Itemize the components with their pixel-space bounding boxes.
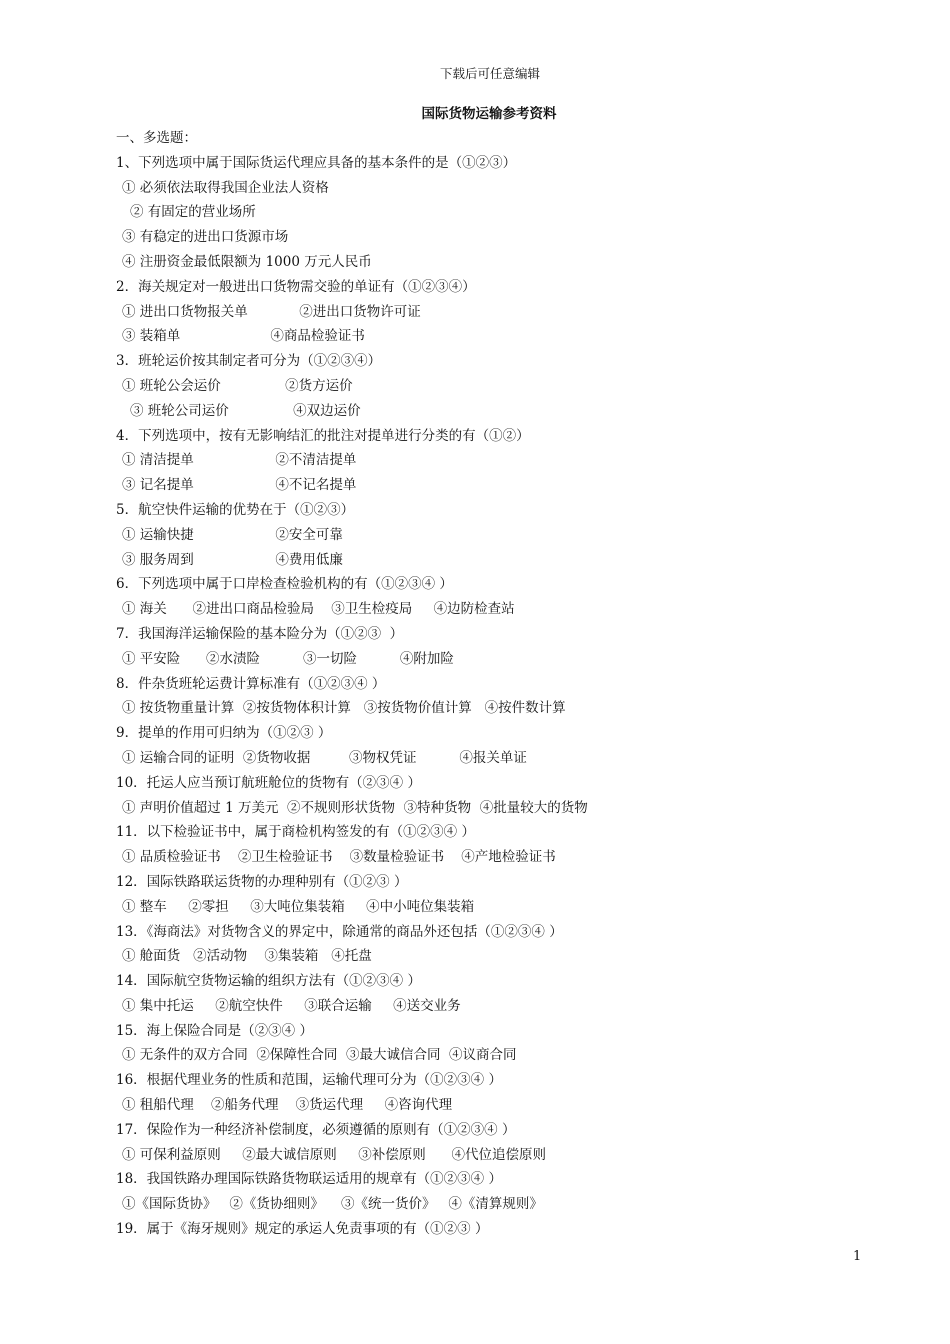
option-line: ① 整车 ②零担 ③大吨位集装箱 ④中小吨位集装箱 [122,898,475,915]
option-line: ① 按货物重量计算 ②按货物体积计算 ③按货物价值计算 ④按件数计算 [122,700,566,717]
question-line: 10．托运人应当预订航班舱位的货物有（②③④ ） [116,774,421,791]
option-line: ① 可保利益原则 ②最大诚信原则 ③补偿原则 ④代位追偿原则 [122,1146,546,1163]
option-line: ① 舱面货 ②活动物 ③集装箱 ④托盘 [122,948,372,965]
option-line: ① 声明价值超过 1 万美元 ②不规则形状货物 ③特种货物 ④批量较大的货物 [122,799,588,816]
question-list [116,151,876,1242]
question-line: 1、下列选项中属于国际货运代理应具备的基本条件的是（①②③） [116,154,517,171]
option-line: ① 必须依法取得我国企业法人资格 [122,179,329,196]
question-line: 3．班轮运价按其制定者可分为（①②③④） [116,353,382,370]
question-line: 2．海关规定对一般进出口货物需交验的单证有（①②③④） [116,278,476,295]
question-line: 7．我国海洋运输保险的基本险分为（①②③ ） [116,625,404,642]
option-line: ① 进出口货物报关单 ②进出口货物许可证 [122,303,421,320]
option-line: ③ 记名提单 ④不记名提单 [122,477,357,494]
question-line: 6．下列选项中属于口岸检查检验机构的有（①②③④ ） [116,576,453,593]
question-line: 15．海上保险合同是（②③④ ） [116,1022,313,1039]
section-heading: 一、多选题： [116,130,197,146]
question-line: 17．保险作为一种经济补偿制度，必须遵循的原则有（①②③④ ） [116,1121,516,1138]
option-line: ① 品质检验证书 ②卫生检验证书 ③数量检验证书 ④产地检验证书 [122,849,556,866]
question-line: 19．属于《海牙规则》规定的承运人免责事项的有（①②③ ） [116,1221,489,1238]
question-line: 11．以下检验证书中，属于商检机构签发的有（①②③④ ） [116,824,475,841]
option-line: ① 清洁提单 ②不清洁提单 [122,452,357,469]
option-line: ① 运输快捷 ②安全可靠 [122,526,343,543]
question-line: 9．提单的作用可归纳为（①②③ ） [116,725,332,742]
option-line: ① 集中托运 ②航空快件 ③联合运输 ④送交业务 [122,997,461,1014]
question-line: 16．根据代理业务的性质和范围，运输代理可分为（①②③④ ） [116,1072,502,1089]
question-line: 14．国际航空货物运输的组织方法有（①②③④ ） [116,973,421,990]
option-line: ① 海关 ②进出口商品检验局 ③卫生检疫局 ④边防检查站 [122,601,515,618]
document-body [116,126,876,1242]
option-line: ① 租船代理 ②船务代理 ③货运代理 ④咨询代理 [122,1097,453,1114]
option-line: ① 班轮公会运价 ②货方运价 [122,377,353,394]
option-line: ① 运输合同的证明 ②货物收据 ③物权凭证 ④报关单证 [122,749,527,766]
option-line: ② 有固定的营业场所 [130,204,256,221]
question-line: 12．国际铁路联运货物的办理种别有（①②③ ） [116,873,408,890]
question-line: 4．下列选项中，按有无影响结汇的批注对提单进行分类的有（①②） [116,427,530,444]
question-line: 5．航空快件运输的优势在于（①②③） [116,501,355,518]
page-number: 1 [853,1249,862,1264]
question-line: 13．《海商法》对货物含义的界定中，除通常的商品外还包括（①②③④ ） [116,923,563,940]
document-title: 国际货物运输参考资料 [421,106,557,122]
option-line: ③ 服务周到 ④费用低廉 [122,551,343,568]
question-line: 8．件杂货班轮运费计算标准有（①②③④ ） [116,675,386,692]
question-line: 18．我国铁路办理国际铁路货物联运适用的规章有（①②③④ ） [116,1171,502,1188]
option-line: ① 无条件的双方合同 ②保障性合同 ③最大诚信合同 ④议商合同 [122,1047,517,1064]
option-line: ① 平安险 ②水渍险 ③一切险 ④附加险 [122,650,454,667]
option-line: ③ 班轮公司运价 ④双边运价 [130,402,361,419]
header-note: 下载后可任意编辑 [439,66,540,81]
option-line: ③ 装箱单 ④商品检验证书 [122,328,365,345]
option-line: ④ 注册资金最低限额为 1000 万元人民币 [122,253,372,270]
option-line: ①《国际货协》 ②《货协细则》 ③《统一货价》 ④《清算规则》 [122,1196,543,1213]
option-line: ③ 有稳定的进出口货源市场 [122,229,289,246]
